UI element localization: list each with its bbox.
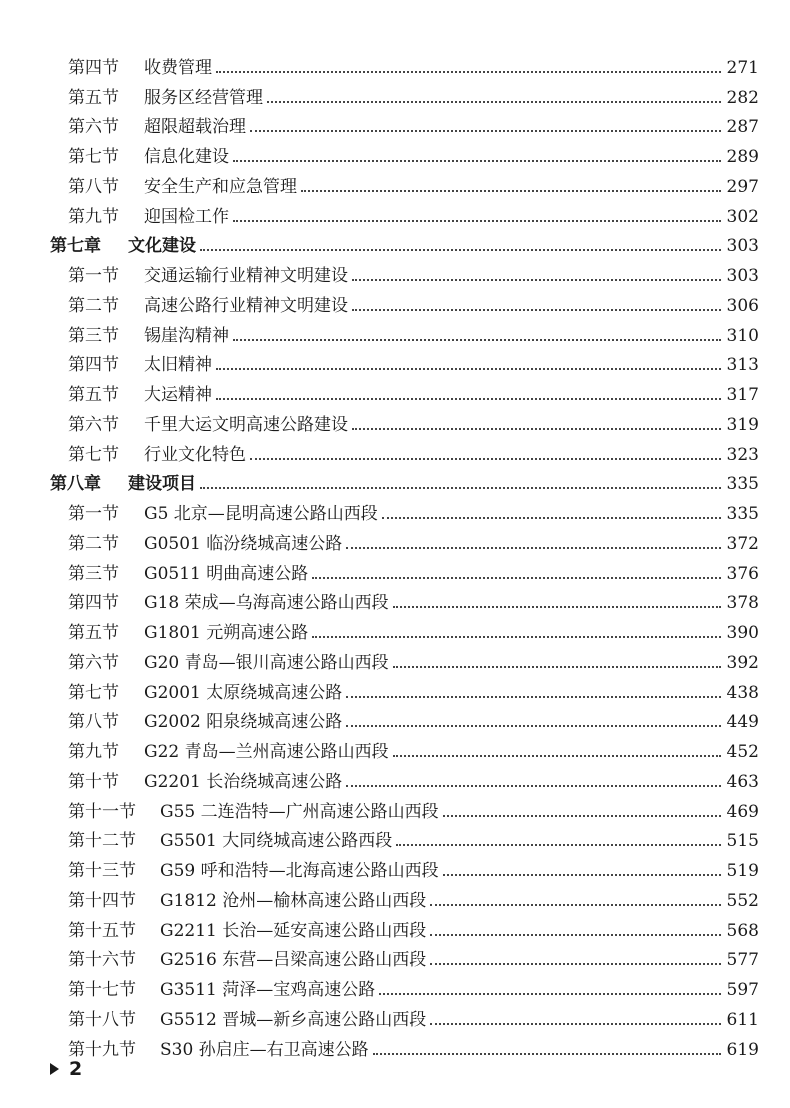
toc-entry-page: 271: [726, 57, 759, 78]
toc-entry-label: 第九节: [68, 742, 119, 762]
toc-section-row[interactable]: [0, 494, 790, 524]
toc-entry-page: 463: [726, 771, 759, 792]
toc-entry-title: 太旧精神: [144, 355, 212, 376]
toc-entry-title: 信息化建设: [144, 147, 229, 167]
toc-entry-title: S30 孙启庄—右卫高速公路: [160, 1039, 369, 1060]
toc-entry-title: G2002 阳泉绕城高速公路: [144, 712, 343, 733]
toc-entry-page: 282: [726, 87, 759, 108]
toc-entry-label: 第二节: [68, 295, 119, 316]
toc-entry-label: 第一节: [68, 266, 119, 286]
toc-entry-label: 第八节: [68, 176, 119, 197]
toc-section-row[interactable]: [0, 554, 790, 584]
toc-section-row[interactable]: [0, 108, 790, 138]
toc-section-row[interactable]: [0, 137, 790, 167]
toc-entry-title: G3511 菏泽—宝鸡高速公路: [160, 980, 376, 1000]
dot-leader: [379, 993, 720, 995]
toc-entry-label: 第七节: [68, 444, 119, 465]
toc-entry-label: 第十二节: [68, 831, 136, 852]
toc-section-row[interactable]: [0, 167, 790, 197]
toc-entry-title: G20 青岛—银川高速公路山西段: [144, 652, 389, 673]
toc-entry-page: 310: [726, 325, 759, 346]
toc-section-row[interactable]: [0, 346, 790, 376]
toc-entry-label: 第一节: [68, 504, 119, 524]
toc-entry-title: G1801 元朔高速公路: [144, 623, 309, 643]
toc-section-row[interactable]: [0, 762, 790, 792]
toc-entry-label: 第五节: [68, 385, 119, 405]
toc-entry-label: 第五节: [68, 87, 119, 108]
toc-entry-title: G59 呼和浩特—北海高速公路山西段: [160, 861, 439, 881]
toc-entry-label: 第二节: [68, 533, 119, 554]
toc-section-row[interactable]: [0, 48, 790, 78]
toc-entry-page: 568: [726, 920, 759, 941]
toc-entry-page: 519: [726, 861, 759, 881]
toc-entry-page: 335: [726, 504, 759, 524]
toc-entry-page: 289: [726, 147, 759, 167]
toc-entry-label: 第六节: [68, 414, 119, 435]
dot-leader: [346, 547, 720, 549]
toc-section-row[interactable]: [0, 673, 790, 703]
dot-leader: [346, 785, 720, 787]
toc-entry-label: 第三节: [68, 325, 119, 346]
toc-entry-title: G5 北京—昆明高速公路山西段: [144, 504, 378, 524]
toc-entry-title: G1812 沧州—榆林高速公路山西段: [160, 890, 427, 911]
dot-leader: [216, 368, 721, 370]
page-number: 2: [69, 1058, 83, 1080]
toc-entry-label: 第十三节: [68, 861, 136, 881]
dot-leader: [352, 428, 721, 430]
dot-leader: [430, 1023, 720, 1025]
toc-chapter-row[interactable]: [0, 227, 790, 257]
dot-leader: [393, 666, 721, 668]
toc-section-row[interactable]: [0, 703, 790, 733]
toc-entry-title: G2211 长治—延安高速公路山西段: [160, 920, 427, 941]
toc-entry-page: 319: [726, 414, 759, 435]
dot-leader: [396, 844, 720, 846]
toc-entry-title: G0501 临汾绕城高速公路: [144, 533, 343, 554]
toc-entry-label: 第十八节: [68, 1009, 136, 1030]
toc-entry-page: 438: [726, 682, 759, 703]
toc-entry-title: G2201 长治绕城高速公路: [144, 771, 343, 792]
toc-section-row[interactable]: [0, 911, 790, 941]
dot-leader: [346, 725, 720, 727]
toc-chapter-row[interactable]: [0, 465, 790, 495]
toc-entry-page: 577: [726, 950, 759, 971]
toc-section-row[interactable]: [0, 197, 790, 227]
toc-entry-page: 323: [726, 444, 759, 465]
toc-section-row[interactable]: [0, 435, 790, 465]
toc-entry-label: 第十九节: [68, 1039, 136, 1060]
toc-entry-label: 第六节: [68, 117, 119, 138]
triangle-right-icon: [50, 1063, 59, 1075]
toc-entry-title: G5512 晋城—新乡高速公路山西段: [160, 1009, 427, 1030]
dot-leader: [430, 963, 720, 965]
toc-section-row[interactable]: [0, 524, 790, 554]
toc-section-row[interactable]: [0, 405, 790, 435]
toc-section-row[interactable]: [0, 732, 790, 762]
toc-entry-page: 303: [726, 266, 759, 286]
toc-entry-title: 服务区经营管理: [144, 87, 263, 108]
toc-section-row[interactable]: [0, 613, 790, 643]
dot-leader: [393, 755, 721, 757]
dot-leader: [352, 279, 721, 281]
dot-leader: [346, 696, 720, 698]
page-footer: [50, 1058, 82, 1080]
toc-section-row[interactable]: [0, 1030, 790, 1060]
toc-section-row[interactable]: [0, 1000, 790, 1030]
toc-entry-title: G5501 大同绕城高速公路西段: [160, 831, 393, 852]
toc-entry-title: 大运精神: [144, 385, 212, 405]
toc-entry-title: 交通运输行业精神文明建设: [144, 266, 348, 286]
toc-entry-page: 378: [726, 593, 759, 614]
dot-leader: [250, 458, 721, 460]
toc-section-row[interactable]: [0, 941, 790, 971]
toc-entry-label: 第七章: [50, 236, 101, 257]
dot-leader: [430, 934, 720, 936]
toc-entry-label: 第六节: [68, 652, 119, 673]
toc-entry-title: 迎国检工作: [144, 206, 229, 227]
toc-entry-label: 第五节: [68, 623, 119, 643]
toc-entry-title: G0511 明曲高速公路: [144, 563, 309, 584]
toc-section-row[interactable]: [0, 256, 790, 286]
toc-section-row[interactable]: [0, 792, 790, 822]
dot-leader: [373, 1053, 721, 1055]
toc-entry-page: 335: [726, 474, 759, 495]
toc-entry-title: 超限超载治理: [144, 117, 246, 138]
dot-leader: [200, 487, 721, 489]
toc-entry-title: 锡崖沟精神: [144, 325, 229, 346]
dot-leader: [301, 190, 721, 192]
toc-entry-label: 第十五节: [68, 920, 136, 941]
toc-entry-title: 建设项目: [128, 474, 196, 495]
toc-section-row[interactable]: [0, 970, 790, 1000]
toc-entry-page: 313: [726, 355, 759, 376]
toc-entry-label: 第四节: [68, 593, 119, 614]
toc-section-row[interactable]: [0, 851, 790, 881]
dot-leader: [443, 815, 721, 817]
toc-entry-label: 第八章: [50, 474, 101, 495]
dot-leader: [312, 636, 720, 638]
toc-entry-page: 597: [726, 980, 759, 1000]
toc-entry-page: 372: [726, 533, 759, 554]
toc-entry-page: 515: [726, 831, 759, 852]
toc-entry-label: 第十节: [68, 771, 119, 792]
dot-leader: [312, 577, 720, 579]
toc-section-row[interactable]: [0, 643, 790, 673]
dot-leader: [382, 517, 721, 519]
toc-entry-label: 第十一节: [68, 801, 136, 822]
toc-entry-page: 449: [726, 712, 759, 733]
toc-section-row[interactable]: [0, 78, 790, 108]
toc-entry-label: 第十四节: [68, 890, 136, 911]
toc-entry-page: 306: [726, 295, 759, 316]
toc-section-row[interactable]: [0, 584, 790, 614]
toc-section-row[interactable]: [0, 881, 790, 911]
toc-entry-title: 安全生产和应急管理: [144, 176, 297, 197]
dot-leader: [233, 220, 721, 222]
dot-leader: [200, 249, 721, 251]
toc-entry-title: 高速公路行业精神文明建设: [144, 295, 348, 316]
toc-entry-label: 第十七节: [68, 980, 136, 1000]
dot-leader: [352, 309, 721, 311]
toc-entry-page: 611: [726, 1009, 759, 1030]
dot-leader: [267, 101, 721, 103]
toc-entry-page: 303: [726, 236, 759, 257]
toc-entry-title: G22 青岛—兰州高速公路山西段: [144, 742, 389, 762]
toc-entry-page: 287: [726, 117, 759, 138]
toc-section-row[interactable]: [0, 286, 790, 316]
toc-entry-label: 第七节: [68, 682, 119, 703]
toc-entry-page: 552: [726, 890, 759, 911]
toc-entry-label: 第三节: [68, 563, 119, 584]
toc-entry-title: G18 荣成—乌海高速公路山西段: [144, 593, 389, 614]
toc-entry-page: 302: [726, 206, 759, 227]
toc-section-row[interactable]: [0, 822, 790, 852]
dot-leader: [216, 398, 721, 400]
toc-section-row[interactable]: [0, 316, 790, 346]
dot-leader: [443, 874, 721, 876]
toc-entry-label: 第十六节: [68, 950, 136, 971]
dot-leader: [430, 904, 720, 906]
toc-entry-title: 行业文化特色: [144, 444, 246, 465]
table-of-contents: [0, 48, 790, 1060]
dot-leader: [393, 606, 721, 608]
toc-entry-label: 第八节: [68, 712, 119, 733]
dot-leader: [216, 71, 721, 73]
toc-entry-page: 452: [726, 742, 759, 762]
toc-entry-title: G55 二连浩特—广州高速公路山西段: [160, 801, 439, 822]
toc-entry-page: 392: [726, 652, 759, 673]
toc-entry-title: 千里大运文明高速公路建设: [144, 414, 348, 435]
toc-entry-label: 第七节: [68, 147, 119, 167]
toc-entry-title: 收费管理: [144, 57, 212, 78]
toc-entry-page: 376: [726, 563, 759, 584]
toc-entry-page: 619: [726, 1039, 759, 1060]
toc-entry-label: 第四节: [68, 355, 119, 376]
toc-section-row[interactable]: [0, 375, 790, 405]
dot-leader: [250, 130, 721, 132]
dot-leader: [233, 160, 721, 162]
toc-entry-label: 第四节: [68, 57, 119, 78]
dot-leader: [233, 339, 721, 341]
toc-entry-title: G2001 太原绕城高速公路: [144, 682, 343, 703]
toc-entry-title: G2516 东营—吕梁高速公路山西段: [160, 950, 427, 971]
toc-entry-label: 第九节: [68, 206, 119, 227]
toc-entry-page: 297: [726, 176, 759, 197]
toc-entry-title: 文化建设: [128, 236, 196, 257]
toc-entry-page: 317: [726, 385, 759, 405]
toc-entry-page: 390: [726, 623, 759, 643]
toc-entry-page: 469: [726, 801, 759, 822]
